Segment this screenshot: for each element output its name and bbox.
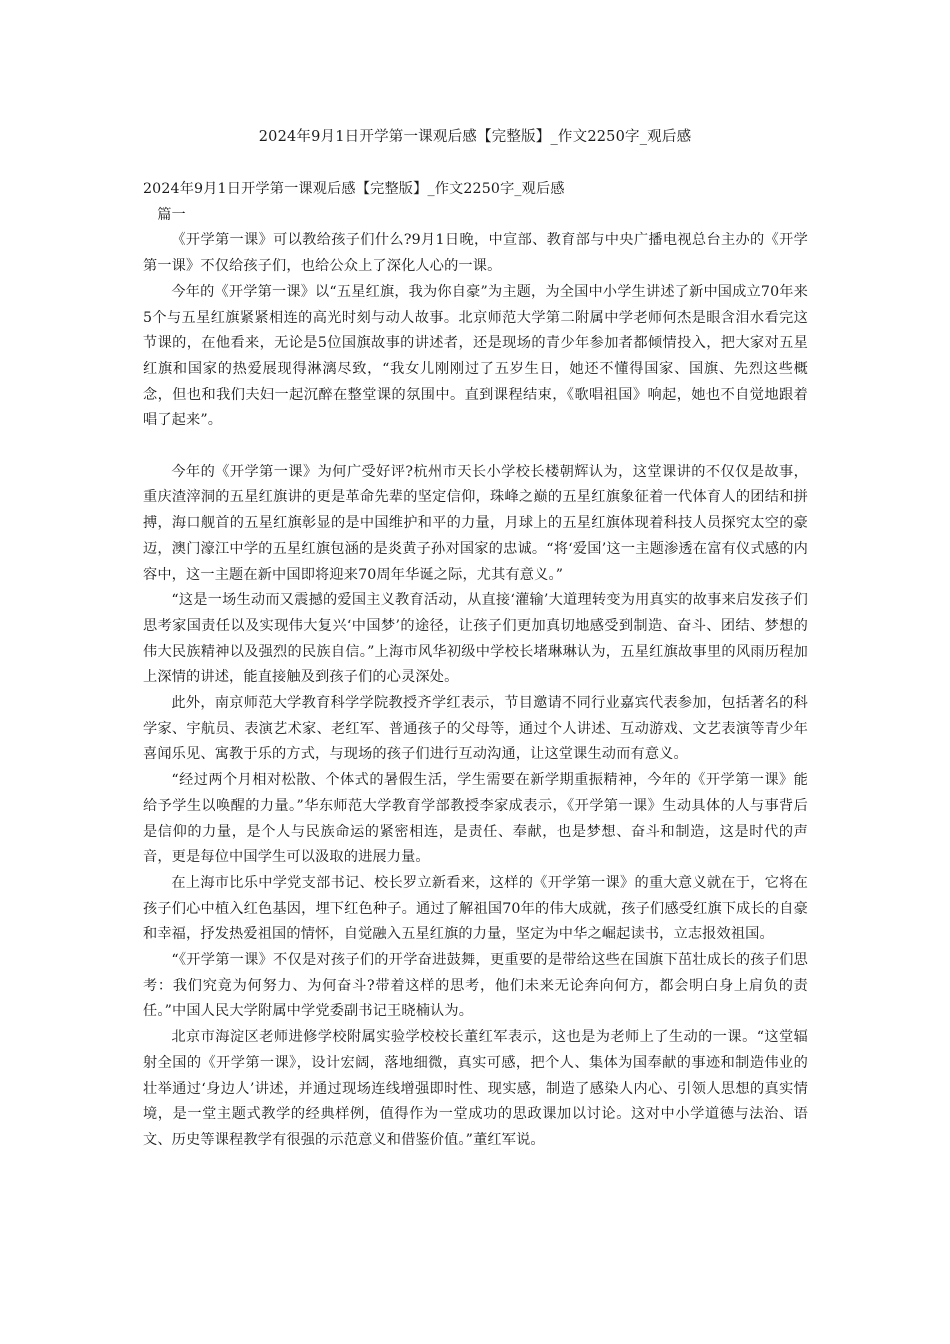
paragraph: 今年的《开学第一课》以“五星红旗，我为你自豪”为主题，为全国中小学生讲述了新中国成立70年来5个与五星红旗紧紧相连的高光时刻与动人故事。北京师范大学第二附属中学老师何杰是眼含泪水看完这节课的，在他看来，无论是5位国旗故事的讲述者，还是现场的青少年参加者都倾情投入，把大家对五星红旗和国家的热爱展现得淋漓尽致，“我女儿刚刚过了五岁生日，她还不懂得国家、国旗、先烈这些概念，但也和我们夫妇一起沉醉在整堂课的氛围中。直到课程结束，《歌唱祖国》响起，她也不自觉地跟着唱了起来”。 — [143, 283, 808, 429]
paragraph: 北京市海淀区老师进修学校附属实验学校校长董红军表示，这也是为老师上了生动的一课。“这堂辐射全国的《开学第一课》，设计宏阔，落地细微，真实可感，把个人、集体为国奉献的事迹和制造伟业的壮举通过‘身边人’讲述，并通过现场连线增强即时性、现实感，制造了感染人内心、引领人思想的真实情境，是一堂主题式教学的经典样例，值得作为一堂成功的思政课加以讨论。这对中小学道德与法治、语文、历史等课程教学有很强的示范意义和借鉴价值。”董红军说。 — [143, 1029, 808, 1148]
document-body — [143, 177, 808, 1154]
paragraph: “这是一场生动而又震撼的爱国主义教育活动，从直接‘灌输’大道理转变为用真实的故事来启发孩子们思考家国责任以及实现伟大复兴‘中国梦’的途径，让孩子们更加真切地感受到制造、奋斗、团结、梦想的伟大民族精神以及强烈的民族自信。”上海市风华初级中学校长堵琳琳认为，五星红旗故事里的风雨历程加上深情的讲述，能直接触及到孩子们的心灵深处。 — [143, 592, 808, 686]
paragraph: 在上海市比乐中学党支部书记、校长罗立新看来，这样的《开学第一课》的重大意义就在于，它将在孩子们心中植入红色基因，埋下红色种子。通过了解祖国70年的伟大成就，孩子们感受红旗下成长的自豪和幸福，抒发热爱祖国的情怀，自觉融入五星红旗的力量，坚定为中华之崛起读书，立志报效祖国。 — [143, 874, 808, 943]
document-subtitle: 2024年9月1日开学第一课观后感【完整版】_作文2250字_观后感 — [143, 181, 565, 197]
paragraph: 今年的《开学第一课》为何广受好评?杭州市天长小学校长楼朝辉认为，这堂课讲的不仅仅是故事，重庆渣滓洞的五星红旗讲的更是革命先辈的坚定信仰，珠峰之巅的五星红旗象征着一代体育人的团结和拼搏，海口舰首的五星红旗彰显的是中国维护和平的力量，月球上的五星红旗体现着科技人员探究太空的豪迈，澳门濠江中学的五星红旗包涵的是炎黄子孙对国家的忠诚。“将‘爱国’这一主题渗透在富有仪式感的内容中，这一主题在新中国即将迎来70周年华诞之际，尤其有意义。” — [143, 463, 808, 583]
paragraph: “《开学第一课》不仅是对孩子们的开学奋进鼓舞，更重要的是带给这些在国旗下茁壮成长的孩子们思考：我们究竟为何努力、为何奋斗?带着这样的思考，他们未来无论奔向何方，都会明白身上肩负的责任。”中国人民大学附属中学党委副书记王晓楠认为。 — [143, 952, 808, 1020]
document-title: 2024年9月1日开学第一课观后感【完整版】_作文2250字_观后感 — [258, 129, 692, 145]
paragraph: 此外，南京师范大学教育科学学院教授齐学红表示，节目邀请不同行业嘉宾代表参加，包括著名的科学家、宇航员、表演艺术家、老红军、普通孩子的父母等，通过个人讲述、互动游戏、文艺表演等青少年喜闻乐见、寓教于乐的方式，与现场的孩子们进行互动沟通，让这堂课生动而有意义。 — [143, 695, 808, 763]
section-label: 篇一 — [157, 206, 186, 223]
paragraph: 《开学第一课》可以教给孩子们什么?9月1日晚，中宣部、教育部与中央广播电视总台主办的《开学第一课》不仅给孩子们，也给公众上了深化人心的一课。 — [143, 232, 808, 275]
paragraph: “经过两个月相对松散、个体式的暑假生活，学生需要在新学期重振精神，今年的《开学第一课》能给予学生以唤醒的力量。”华东师范大学教育学部教授李家成表示，《开学第一课》生动具体的人与事背后是信仰的力量，是个人与民族命运的紧密相连，是责任、奉献，也是梦想、奋斗和制造，这是时代的声音，更是每位中国学生可以汲取的进展力量。 — [143, 772, 808, 866]
paragraph-spacer — [143, 434, 808, 460]
